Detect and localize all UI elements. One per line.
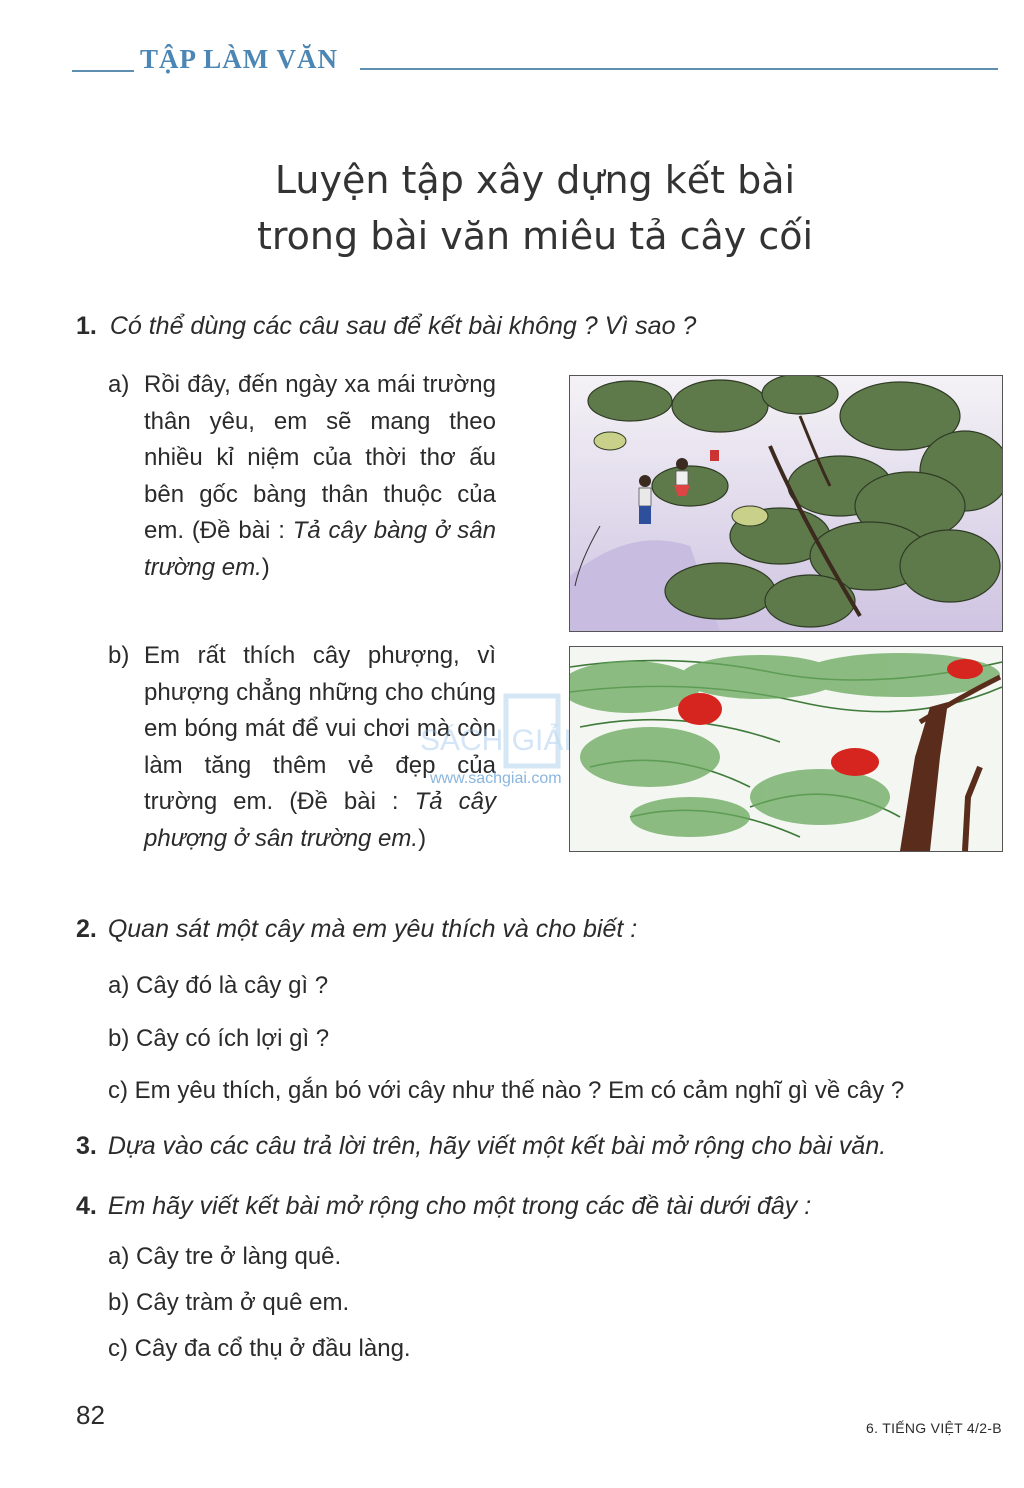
q4-item-c: c) Cây đa cổ thụ ở đầu làng. (108, 1335, 411, 1362)
question-text: Có thể dùng các câu sau để kết bài không ? Vì sao ? (109, 312, 697, 340)
option-topic: Tả cây phượng ở sân trường em. (144, 788, 496, 852)
question-number: 3. (76, 1132, 97, 1160)
question-1 (76, 312, 696, 341)
header-rule-right (360, 68, 998, 70)
header-rule-left (72, 70, 134, 72)
question-number: 1. (76, 312, 97, 340)
book-footer: 6. TIẾNG VIỆT 4/2-B (866, 1420, 1002, 1436)
q4-item-b: b) Cây tràm ở quê em. (108, 1289, 350, 1316)
question-text: Dựa vào các câu trả lời trên, hãy viết một kết bài mở rộng cho bài văn. (107, 1132, 887, 1160)
question-text: Quan sát một cây mà em yêu thích và cho biết : (107, 915, 638, 943)
question-3 (76, 1132, 886, 1161)
q2-item-b: b) Cây có ích lợi gì ? (108, 1025, 330, 1052)
phuong-tree-illustration (569, 646, 1003, 852)
question-text: Em hãy viết kết bài mở rộng cho một trong các đề tài dưới đây : (107, 1192, 812, 1220)
lesson-title-line1: Luyện tập xây dựng kết bài (274, 158, 796, 202)
question-2 (76, 915, 637, 944)
option-close: ) (418, 824, 427, 852)
option-text: Em rất thích cây phượng, vì phượng chẳng những cho chúng em bóng mát để vui chơi mà còn làm tăng thêm vẻ đẹp của trường em. (Đề bài : (144, 642, 496, 815)
lesson-title-line2: trong bài văn miêu tả cây cối (256, 214, 814, 258)
option-text: Rồi đây, đến ngày xa mái trường thân yêu, em sẽ mang theo nhiều kỉ niệm của thời thơ ấu bên gốc bàng thân thuộc của em. (Đề bài : (144, 371, 496, 544)
option-topic: Tả cây bàng ở sân trường em. (144, 517, 496, 581)
option-label: b) (108, 642, 130, 669)
q1-option-a (108, 367, 496, 586)
q4-item-a: a) Cây tre ở làng quê. (108, 1243, 342, 1270)
question-number: 4. (76, 1192, 97, 1220)
q2-item-a: a) Cây đó là cây gì ? (108, 972, 329, 999)
bang-tree-drawing (570, 376, 1002, 631)
question-4 (76, 1192, 811, 1221)
q2-item-c: c) Em yêu thích, gắn bó với cây như thế nào ? Em có cảm nghĩ gì về cây ? (108, 1077, 905, 1104)
question-number: 2. (76, 915, 97, 943)
watermark-brand: SÁCH GIẢI (420, 724, 572, 757)
phuong-tree-drawing (570, 647, 1002, 851)
bang-tree-illustration (569, 375, 1003, 632)
watermark-url: www.sachgiai.com (430, 770, 562, 787)
option-label: a) (108, 371, 130, 398)
page-number: 82 (76, 1400, 105, 1430)
option-close: ) (261, 553, 270, 581)
section-heading: TẬP LÀM VĂN (140, 44, 339, 74)
